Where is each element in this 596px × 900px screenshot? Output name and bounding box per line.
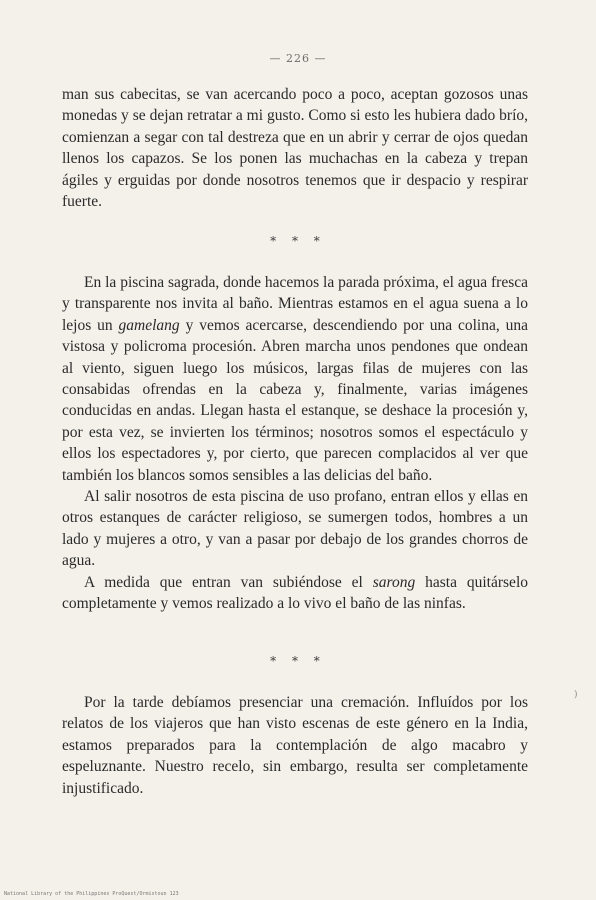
paragraph: Por la tarde debíamos presenciar una cremación. Influídos por los relatos de los viajeros que han visto escenas de este género en la India, estamos preparados para la contemplación de algo macabro y espeluznante. Nuestro recelo, sin embargo, resulta ser completamente injustificado. bbox=[62, 694, 528, 797]
italic-term: gamelang bbox=[118, 316, 180, 334]
paragraph bbox=[62, 572, 528, 615]
paragraph-text: hasta quitárselo completamente y vemos realizado a lo vivo el baño de las ninfas. bbox=[62, 573, 528, 613]
section-separator: * * * bbox=[270, 654, 326, 668]
page-number: — 226 — bbox=[269, 52, 327, 65]
paragraph-text: y vemos acercarse, descendiendo por una colina, una vistosa y policroma procesión. Abren marcha unos pendones que ondean al viento, siguen luego los músicos, largas filas de mujeres con las consabidas ofrendas en la cabeza y, finalmente, varias imágenes conducidas en andas. Llegan hasta el estanque, se deshace la procesión y, por esta vez, se invierten los términos; nosotros somos el espectáculo y ellos los espectadores y, por cierto, que parecen complacidos al ver que también los blancos somos sensibles a las delicias del baño. bbox=[62, 316, 528, 484]
section-separator: * * * bbox=[270, 234, 326, 248]
scan-footer: National Library of the Philippines ProQuest/Ormistoun 123 bbox=[4, 891, 179, 897]
section-2-text bbox=[62, 272, 528, 615]
paragraph: man sus cabecitas, se van acercando poco a poco, aceptan gozosos unas monedas y se dejan retratar a mi gusto. Como si esto les hubiera dado brío, comienzan a segar con tal destreza que en un abrir y cerrar de ojos quedan llenos los capazos. Se los ponen las muchachas en la cabeza y trepan ágiles y erguidas por donde nosotros tenemos que ir despacio y respirar fuerte. bbox=[62, 86, 528, 211]
italic-term: sarong bbox=[372, 573, 416, 591]
paragraph-text: En la piscina sagrada, donde hacemos la parada próxima, el agua fresca y transparente nos invita al baño. Mientras estamos en el agua suena a lo lejos un bbox=[62, 274, 528, 334]
section-3-text bbox=[62, 692, 528, 799]
paragraph bbox=[62, 272, 528, 486]
paragraph-text: A medida que entran van subiéndose el bbox=[84, 573, 373, 591]
paragraph: Al salir nosotros de esta piscina de uso profano, entran ellos y ellas en otros estanques de carácter religioso, se sumergen todos, hombres a un lado y mujeres a otro, y van a pasar por debajo de los grandes chorros de agua. bbox=[62, 488, 528, 570]
margin-mark: ) bbox=[574, 690, 578, 700]
section-1-text bbox=[62, 84, 528, 212]
